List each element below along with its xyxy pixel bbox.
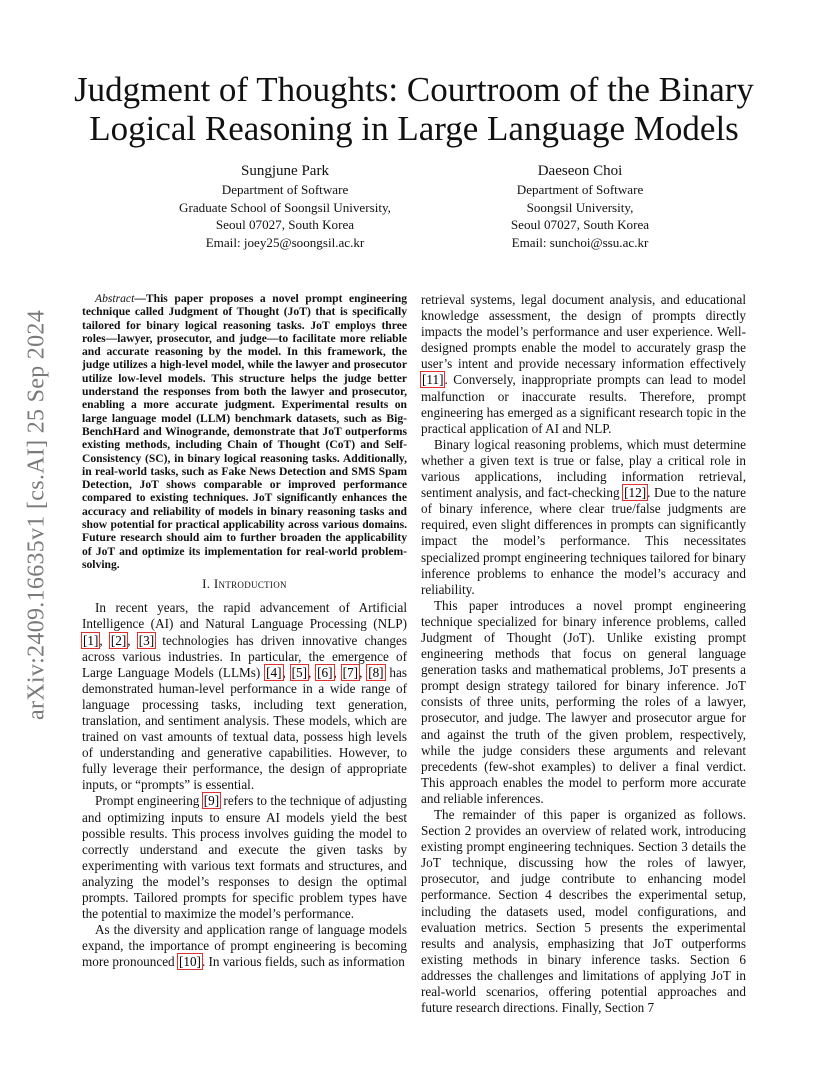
paragraph-text: , — [333, 664, 342, 680]
paragraph-text: . In various fields, such as information — [201, 954, 405, 970]
citation-link[interactable]: [5] — [291, 664, 308, 680]
arxiv-identifier-text: arXiv:2409.16635v1 [cs.AI] 25 Sep 2024 — [23, 309, 50, 721]
paragraph-text: retrieval systems, legal document analysis, and educational knowledge assessment, the design of prompts directly impacts the model’s performance and user experience. Well-designed prompts enable the model to accurately grasp the user’s intent and provide necessary information effectively — [421, 292, 746, 372]
citation-link[interactable]: [10] — [178, 954, 201, 970]
paragraph-text: , — [359, 664, 368, 680]
right-column — [421, 292, 746, 1016]
author-address: Seoul 07027, South Korea — [215, 217, 355, 233]
paragraph-text: refers to the technique of adjusting and optimizing inputs to ensure AI models yield the best possible results. This process involves guiding the model to correctly understand and execute the given tasks by experimenting with various text formats and structures, and analyzing the model’s responses to design the optimal prompts. Tailored prompts for specific problem types have the potential to maximize the model’s performance. — [82, 793, 407, 922]
paragraph-text: Prompt engineering — [95, 793, 203, 809]
author-affiliation: Graduate School of Soongsil University, — [179, 199, 391, 215]
citation-link[interactable]: [6] — [317, 664, 333, 680]
paper-title: Judgment of Thoughts: Courtroom of the Binary Logical Reasoning in Large Language Models — [74, 70, 754, 148]
abstract — [82, 292, 407, 571]
left-column — [82, 292, 407, 970]
paragraph-text: Binary logical reasoning problems, which must determine whether a given text is true or false, play a critical role in various applications, including information retrieval, sentiment analysis, and fact-checking — [421, 436, 746, 501]
author-department: Department of Software — [221, 182, 349, 197]
citation-link[interactable]: [12] — [624, 485, 647, 501]
author-address: Seoul 07027, South Korea — [510, 217, 650, 233]
citation-link[interactable]: [2] — [110, 632, 127, 648]
paragraph-continued — [421, 292, 746, 437]
paragraph: This paper introduces a novel prompt engineering technique specialized for binary inference problems, called Judgment of Thought (JoT). Unlike existing prompt engineering methods that focus on general language generation tasks and mathematical problems, JoT presents a prompt design strategy tailored for binary inference. JoT consists of three units, performing the roles of a lawyer, prosecutor, and judge. The lawyer and prosecutor argue for and against the truth of the given problem, respectively, while the judge considers these arguments and relevant precedents (few-shot examples) to deliver a final verdict. This approach enables the model to perform more accurate and reliable inferences. — [421, 597, 746, 806]
section-heading — [82, 576, 407, 592]
paragraph-text: technologies has driven innovative changes across various industries. In particular, the emergence of Large Language Models (LLMs) — [82, 632, 408, 680]
abstract-lead: Abstract — [95, 292, 135, 305]
paragraph — [82, 922, 407, 970]
author-name: Sungjune Park — [241, 163, 329, 179]
author-block-1 — [150, 162, 420, 251]
author-block-2 — [465, 162, 695, 251]
section-number: I. — [202, 576, 214, 592]
paragraph-text: has demonstrated human-level performance in a wide range of language processing tasks, including text generation, translation, and sentiment analysis. These models, which are trained on vast amounts of textual data, possess high levels of understanding and generative capabilities. However, to fully leverage their performance, the design of appropriate inputs, or “prompts” is essential. — [82, 664, 407, 793]
author-department: Department of Software — [516, 182, 644, 197]
author-name: Daeseon Choi — [537, 163, 623, 179]
paragraph — [421, 437, 746, 598]
author-email: Email: sunchoi@ssu.ac.kr — [511, 234, 649, 250]
citation-link[interactable]: [8] — [368, 664, 384, 680]
section-title: Introduction — [213, 576, 287, 592]
abstract-body: —This paper proposes a novel prompt engineering technique called Judgment of Thought (JoT) that is specifically tailored for binary logical reasoning tasks. JoT employs three roles—lawyer, prosecutor, and judge—to facilitate more reliable and accurate reasoning by the model. In this framework, the judge utilizes a high-level model, while the lawyer and prosecutor utilize low-level models. This structure helps the judge better understand the responses from both the lawyer and prosecutor, enabling a more accurate judgment. Experimental results on large language model (LLM) benchmark datasets, such as Big-BenchHard and Winogrande, demonstrate that JoT outperforms existing methods, including Chain of Thought (CoT) and Self-Consistency (SC), in binary logical reasoning tasks. Additionally, in real-world tasks, such as Fake News Detection and SMS Spam Detection, JoT shows comparable or improved performance compared to existing techniques. JoT significantly enhances the accuracy and reliability of models in binary reasoning tasks and show potential for practical applicability across various domains. Future research should aim to further broaden the applicability of JoT and optimize its implementation for real-world problem-solving. — [82, 292, 407, 571]
paragraph-text: , — [99, 632, 110, 648]
paragraph-text: , — [282, 664, 291, 680]
paragraph: The remainder of this paper is organized as follows. Section 2 provides an overview of related work, introducing existing prompt engineering techniques. Section 3 details the JoT technique, discussing how the roles of lawyer, prosecutor, and judge contribute to enhancing model performance. Section 4 describes the experimental setup, including the datasets used, model configurations, and evaluation metrics. Section 5 presents the experimental results and analysis, emphasizing that JoT outperforms existing methods in binary inference tasks. Section 6 addresses the challenges and limitations of applying JoT in real-world scenarios, offering potential approaches and future research directions. Finally, Section 7 — [421, 807, 746, 1016]
citation-link[interactable]: [3] — [138, 632, 155, 648]
citation-link[interactable]: [7] — [342, 664, 359, 680]
citation-link[interactable]: [11] — [422, 372, 444, 388]
paragraph — [82, 793, 407, 922]
paragraph-text: . Due to the nature of binary inference, where clear true/false judgments are required, even slight differences in prompts can significantly impact the model’s performance. This necessitates specialized prompt engineering techniques tailored for binary inference problems to enhance the model’s accuracy and reliability. — [421, 485, 746, 597]
arxiv-identifier — [22, 300, 52, 730]
paragraph-text: As the diversity and application range of language models expand, the importance of prompt engineering is becoming more pronounced — [82, 922, 407, 970]
paragraph-text: , — [127, 632, 138, 648]
paragraph-text: , — [308, 664, 317, 680]
paragraph — [82, 600, 407, 793]
author-email: Email: joey25@soongsil.ac.kr — [205, 234, 365, 250]
citation-link[interactable]: [9] — [203, 793, 220, 809]
paragraph-text: . Conversely, inappropriate prompts can lead to model malfunction or inaccurate results. Therefore, prompt engineering has emerged as a significant research topic in the practical application of AI and NLP. — [421, 372, 746, 436]
citation-link[interactable]: [4] — [266, 664, 282, 680]
author-affiliation: Soongsil University, — [526, 199, 634, 215]
citation-link[interactable]: [1] — [83, 632, 99, 648]
paragraph-text: In recent years, the rapid advancement of Artificial Intelligence (AI) and Natural Language Processing (NLP) — [82, 600, 407, 632]
